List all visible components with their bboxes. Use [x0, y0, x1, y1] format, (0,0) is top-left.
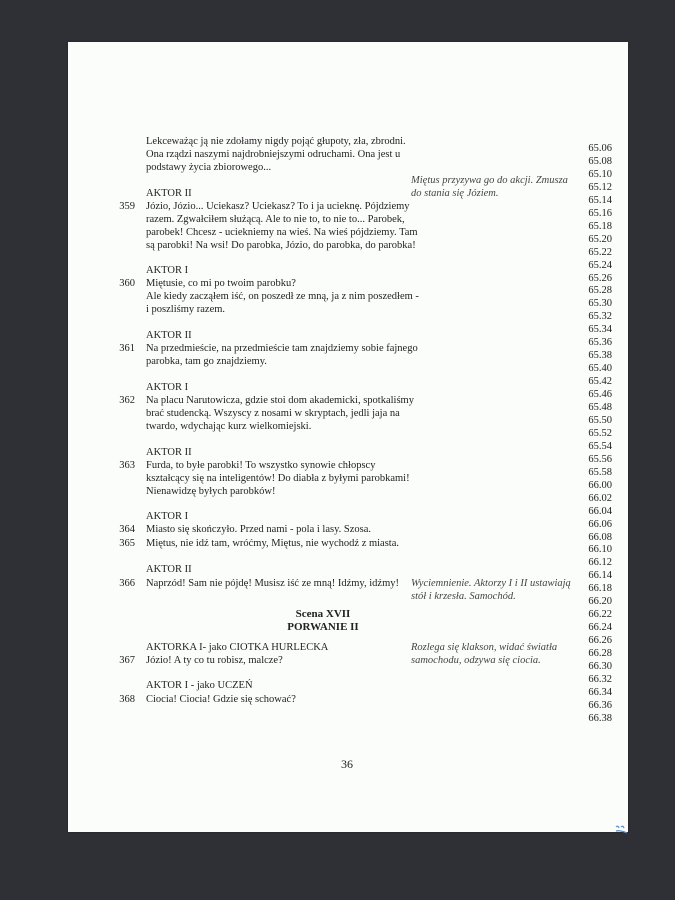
line-number: 361	[119, 343, 135, 354]
timecode: 65.08	[588, 155, 612, 167]
stage-direction: Rozlega się klakson, widać światła	[411, 642, 558, 653]
dialogue-line: razem. Zgwałciłem służącą. Ale to nie to, to nie to... Parobek,	[146, 214, 405, 225]
timecode: 65.38	[588, 350, 612, 362]
dialogue-line: podstawy życia zbiorowego...	[146, 162, 272, 173]
timecode: 65.46	[588, 389, 612, 401]
timecode: 65.50	[588, 414, 612, 426]
dialogue-line: AKTOR I	[146, 265, 189, 276]
dialogue-line: AKTOR II	[146, 188, 192, 199]
timecode: 65.06	[588, 143, 612, 154]
timecode: 66.06	[588, 518, 612, 530]
dialogue-line: i poszliśmy razem.	[146, 304, 226, 315]
dialogue-line: Ale kiedy zacząłem iść, on poszedł ze mną, ja z nim poszedłem -	[146, 291, 419, 302]
timecode: 66.36	[588, 699, 612, 711]
dialogue-line: Lekceważąc ją nie zdołamy nigdy pojąć głupoty, zła, zbrodni.	[146, 136, 406, 147]
timecode: 66.26	[588, 635, 612, 647]
dialogue-line: Miasto się skończyło. Przed nami - pola i lasy. Szosa.	[146, 524, 372, 535]
timecode: 66.22	[588, 609, 612, 621]
dialogue-line: kształcący się na inteligentów! Do diabła z byłymi parobkami!	[146, 473, 410, 484]
timecode: 65.48	[588, 402, 612, 413]
timecode: 66.12	[588, 557, 612, 569]
dialogue-line: są parobki! Na wsi! Do parobka, Józio, do parobka, do parobka!	[146, 240, 416, 251]
dialogue-line: Ciocia! Ciocia! Gdzie się schować?	[146, 694, 296, 705]
timecode: 65.26	[588, 272, 612, 284]
dialogue-line: AKTOR II	[146, 447, 192, 458]
stage-direction: do stania się Józiem.	[411, 188, 499, 199]
dialogue-line: AKTOR I - jako UCZEŃ	[146, 680, 253, 691]
timecode: 66.30	[588, 661, 612, 672]
dialogue-line: Ona rządzi naszymi najdrobniejszymi odruchami. Ona jest u	[146, 149, 401, 160]
line-number: 368	[119, 694, 135, 705]
dialogue-line: Józio, Józio... Uciekasz? Uciekasz? To i ja ucieknę. Pójdziemy	[146, 201, 410, 212]
timecode: 65.56	[588, 453, 612, 465]
stage-direction: stół i krzesła. Samochód.	[411, 591, 516, 602]
dialogue-line: Na przedmieście, na przedmieście tam znajdziemy sobie fajnego	[146, 343, 418, 354]
scene-subtitle: PORWANIE II	[287, 621, 359, 633]
scene-title: Scena XVII	[295, 608, 351, 620]
timecode: 66.32	[588, 673, 612, 685]
dialogue-line: AKTOR I	[146, 511, 189, 522]
timecode: 66.34	[588, 686, 612, 698]
timecode: 66.24	[588, 622, 612, 634]
timecode: 65.18	[588, 220, 612, 232]
timecode: 66.00	[588, 479, 612, 491]
timecode: 65.58	[588, 466, 612, 478]
timecode: 65.16	[588, 207, 612, 219]
timecode: 66.18	[588, 583, 612, 595]
dialogue-line: brać studencką. Wszyscy z nosami w skryptach, jedli jaja na	[146, 408, 400, 419]
document-page	[68, 42, 628, 832]
line-number: 365	[119, 538, 135, 549]
timecode: 66.04	[588, 505, 612, 517]
line-number: 366	[119, 578, 135, 589]
timecode: 65.24	[588, 259, 612, 271]
line-number: 359	[119, 201, 135, 212]
dialogue-line: parobka, tam go znajdziemy.	[146, 356, 267, 367]
timecode: 65.22	[588, 246, 612, 258]
dialogue-line: Miętus, nie idź tam, wróćmy, Miętus, nie wychodź z miasta.	[146, 538, 400, 549]
timecode: 66.10	[588, 544, 612, 556]
timecode: 66.14	[588, 570, 612, 582]
timecode: 66.28	[588, 648, 612, 660]
page-number: 36	[341, 757, 353, 771]
dialogue-line: Naprzód! Sam nie pójdę! Musisz iść ze mną! Idźmy, idźmy!	[146, 578, 399, 589]
timecode: 65.36	[588, 337, 612, 349]
dialogue-line: Nienawidzę byłych parobków!	[146, 486, 276, 497]
line-number: 362	[119, 395, 135, 406]
dialogue-line: AKTOR II	[146, 564, 192, 575]
line-number: 360	[119, 278, 135, 289]
timecode: 65.12	[588, 181, 612, 193]
timecode: 65.52	[588, 427, 612, 439]
timecode: 65.28	[588, 285, 612, 297]
dialogue-line: AKTORKA I- jako CIOTKA HURLECKA	[146, 642, 329, 653]
stage-direction: samochodu, odzywa się ciocia.	[411, 655, 541, 666]
line-number: 364	[119, 524, 135, 535]
timecode: 65.14	[588, 194, 612, 206]
timecode: 65.34	[588, 324, 612, 336]
dialogue-line: AKTOR II	[146, 330, 192, 341]
timecode: 65.42	[588, 376, 612, 388]
line-number: 363	[119, 460, 135, 471]
line-number: 367	[119, 655, 135, 666]
dialogue-line: Józio! A ty co tu robisz, malcze?	[146, 655, 283, 666]
timecode: 66.08	[588, 531, 612, 543]
timecode: 66.20	[588, 596, 612, 608]
dialogue-line: Miętusie, co mi po twoim parobku?	[146, 278, 296, 289]
dialogue-line: Furda, to byłe parobki! To wszystko synowie chłopscy	[146, 460, 376, 471]
stage-direction: Miętus przyzywa go do akcji. Zmusza	[411, 175, 568, 186]
timecode: 65.10	[588, 168, 612, 180]
dialogue-line: Na placu Narutowicza, gdzie stoi dom akademicki, spotkaliśmy	[146, 395, 414, 406]
timecode: 66.02	[588, 492, 612, 504]
dialogue-line: AKTOR I	[146, 382, 189, 393]
timecode: 65.20	[588, 233, 612, 245]
dialogue-line: parobek! Chcesz - uciekniemy na wieś. Na wieś pójdziemy. Tam	[146, 227, 418, 238]
timecode: 66.38	[588, 712, 612, 724]
timecode: 65.54	[588, 440, 612, 452]
timecode: 65.40	[588, 363, 612, 375]
dialogue-line: twardo, wdychając kurz wielkomiejski.	[146, 421, 312, 432]
timecode: 65.32	[588, 311, 612, 323]
stage-direction: Wyciemnienie. Aktorzy I i II ustawiają	[411, 578, 571, 589]
scribble-mark-icon	[614, 824, 630, 836]
timecode: 65.30	[588, 298, 612, 310]
